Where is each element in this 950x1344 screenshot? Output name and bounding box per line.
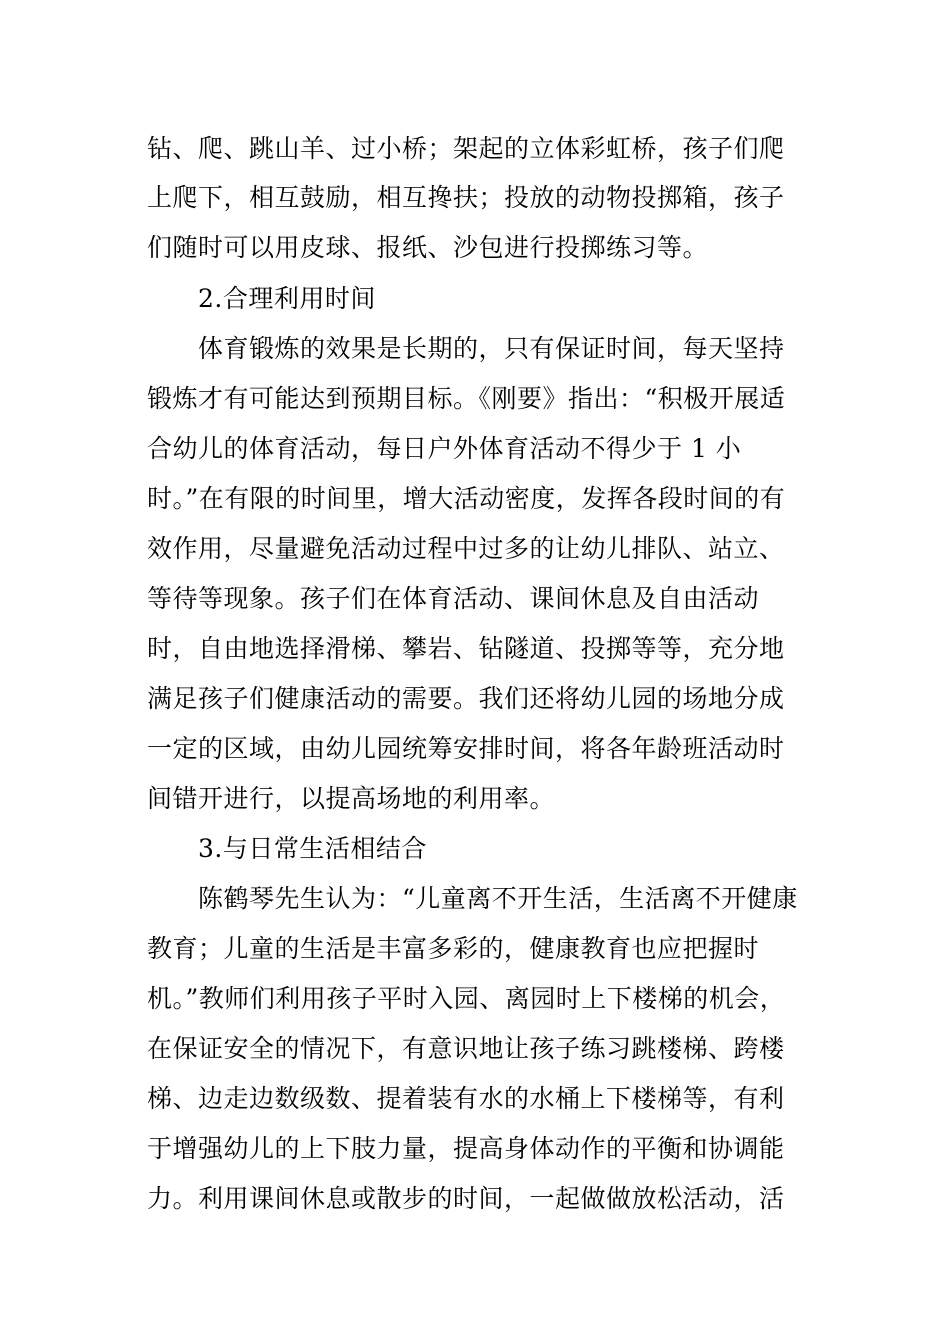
text-line: 间错开进行，以提高场地的利用率。 <box>147 784 556 813</box>
text-line: 机。”教师们利用孩子平时入园、离园时上下楼梯的机会， <box>147 984 786 1013</box>
text-line: 梯、边走边数级数、提着装有水的水桶上下楼梯等，有利 <box>147 1084 785 1113</box>
text-line: 在保证安全的情况下，有意识地让孩子练习跳楼梯、跨楼 <box>147 1034 785 1063</box>
text-line: 效作用，尽量避免活动过程中过多的让幼儿排队、站立、 <box>147 534 785 563</box>
section-heading: 3.与日常生活相结合 <box>198 834 427 863</box>
text-line: 合幼儿的体育活动，每日户外体育活动不得少于 1 小 <box>147 434 742 463</box>
text-line: 力。利用课间休息或散步的时间，一起做做放松活动，活 <box>147 1184 785 1213</box>
paragraph-start-line: 体育锻炼的效果是长期的，只有保证时间，每天坚持 <box>198 334 785 363</box>
text-line: 锻炼才有可能达到预期目标。《刚要》指出：“积极开展适 <box>147 384 786 413</box>
text-line: 于增强幼儿的上下肢力量，提高身体动作的平衡和协调能 <box>147 1134 785 1163</box>
section-heading: 2.合理利用时间 <box>198 284 376 313</box>
text-line: 时，自由地选择滑梯、攀岩、钻隧道、投掷等等，充分地 <box>147 634 785 663</box>
text-line: 们随时可以用皮球、报纸、沙包进行投掷练习等。 <box>147 233 709 262</box>
text-line: 教育；儿童的生活是丰富多彩的，健康教育也应把握时 <box>147 934 760 963</box>
text-line: 钻、爬、跳山羊、过小桥；架起的立体彩虹桥，孩子们爬 <box>147 134 785 163</box>
text-line: 等待等现象。孩子们在体育活动、课间休息及自由活动 <box>147 584 760 613</box>
text-line: 时。”在有限的时间里，增大活动密度，发挥各段时间的有 <box>147 484 786 513</box>
text-line: 一定的区域，由幼儿园统筹安排时间，将各年龄班活动时 <box>147 734 785 763</box>
text-line: 满足孩子们健康活动的需要。我们还将幼儿园的场地分成 <box>147 684 785 713</box>
paragraph-start-line: 陈鹤琴先生认为：“儿童离不开生活，生活离不开健康 <box>198 884 798 913</box>
text-line: 上爬下，相互鼓励，相互搀扶；投放的动物投掷箱，孩子 <box>147 183 785 212</box>
